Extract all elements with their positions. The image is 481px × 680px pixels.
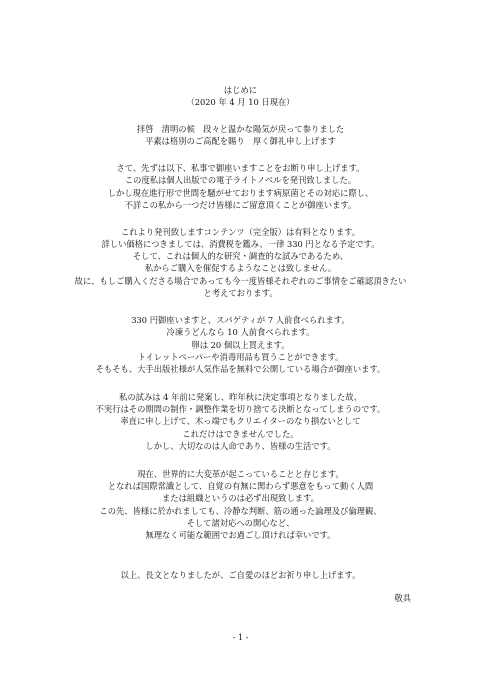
document-date: （2020 年 4 月 10 日現在） xyxy=(186,97,295,107)
paragraph-line: 冷凍うどんなら 10 人前食べられます。 xyxy=(166,327,315,337)
paragraph-line: 詳しい価格につきましては、消費税を鑑み、一律 330 円となる予定です。 xyxy=(101,239,380,249)
paragraph-line: 330 円御座いますと、スパゲティが 7 人前食べられます。 xyxy=(131,315,350,325)
paragraph-line: しかし現在進行形で世間を騒がせております病原菌とその対応に際し、 xyxy=(107,188,374,198)
paragraph-line: そして、これは個人的な研究・調査的な試みであるため、 xyxy=(132,251,349,261)
paragraph-line: そもそも、大手出版社様が人気作品を無料で公開している場合が御座います。 xyxy=(95,364,386,374)
paragraph-line: 不詳この私から一つだけ皆様にご留意頂くことが御座います。 xyxy=(124,200,357,210)
paragraph-line: しかし、大切なのは人命であり、皆様の生活です。 xyxy=(145,441,336,451)
greeting-line: 平素は格別のご高配を賜り 厚く御礼申し上げます xyxy=(145,136,336,146)
signoff: 敬具 xyxy=(394,593,411,603)
paragraph-line: 私の試みは 4 年前に発案し、昨年秋に決定事項となりました故、 xyxy=(119,392,362,402)
paragraph-line: この先、皆様に於かれましても、冷静な判断、筋の通った論理及び倫理観、 xyxy=(99,506,382,516)
paragraph-line: 率直に申し上げて、木っ端でもクリエイターのなり損ないとして xyxy=(120,416,361,426)
greeting-line: 拝啓 清明の候 段々と温かな陽気が戻って参りました xyxy=(136,124,345,134)
paragraph-line: そして諸対応への開心など、 xyxy=(186,518,295,528)
paragraph-line: となれば国際常識として、自覚の有無に関わらず悪意をもって動く人間 xyxy=(107,481,374,491)
paragraph-line: トイレットペーパーや消毒用品も買うことができます。 xyxy=(137,352,344,362)
paragraph-line: さて、先ずは以下、私事で御座いますことをお断り申し上げます。 xyxy=(116,163,365,173)
paragraph-line: と考えております。 xyxy=(203,288,278,298)
paragraph-line: これだけはできませんでした。 xyxy=(182,429,299,439)
paragraph-line: 故に、もしご購入くださる場合であっても今一度皆様それぞれのご事情をご確認頂きたい xyxy=(74,276,407,286)
paragraph-line: または組織というのは必ず出現致します。 xyxy=(162,493,319,503)
document-title: はじめに xyxy=(223,85,258,95)
paragraph-line: これより発刊致しますコンテンツ（完全版）は有料となります。 xyxy=(120,227,361,237)
paragraph-line: 不実行はその期間の制作・調整作業を切り捨てる決断となってしまうのです。 xyxy=(95,404,386,414)
paragraph-line: 私からご購入を催促するようなことは致しません。 xyxy=(144,263,337,273)
paragraph-line: この度私は個人出版での電子ライトノベルを発刊致しました。 xyxy=(124,175,357,185)
paragraph-line: 無理なく可能な範囲でお過ごし頂ければ幸いです。 xyxy=(145,530,336,540)
paragraph-line: 現在、世界的に大変革が起こっていることと存じます。 xyxy=(137,469,344,479)
closing-line: 以上、長文となりましたが、ご自愛のほどお祈り申し上げます。 xyxy=(120,570,361,580)
paragraph-line: 卵は 20 個以上買えます。 xyxy=(191,340,290,350)
page-number: - 1 - xyxy=(232,633,249,642)
